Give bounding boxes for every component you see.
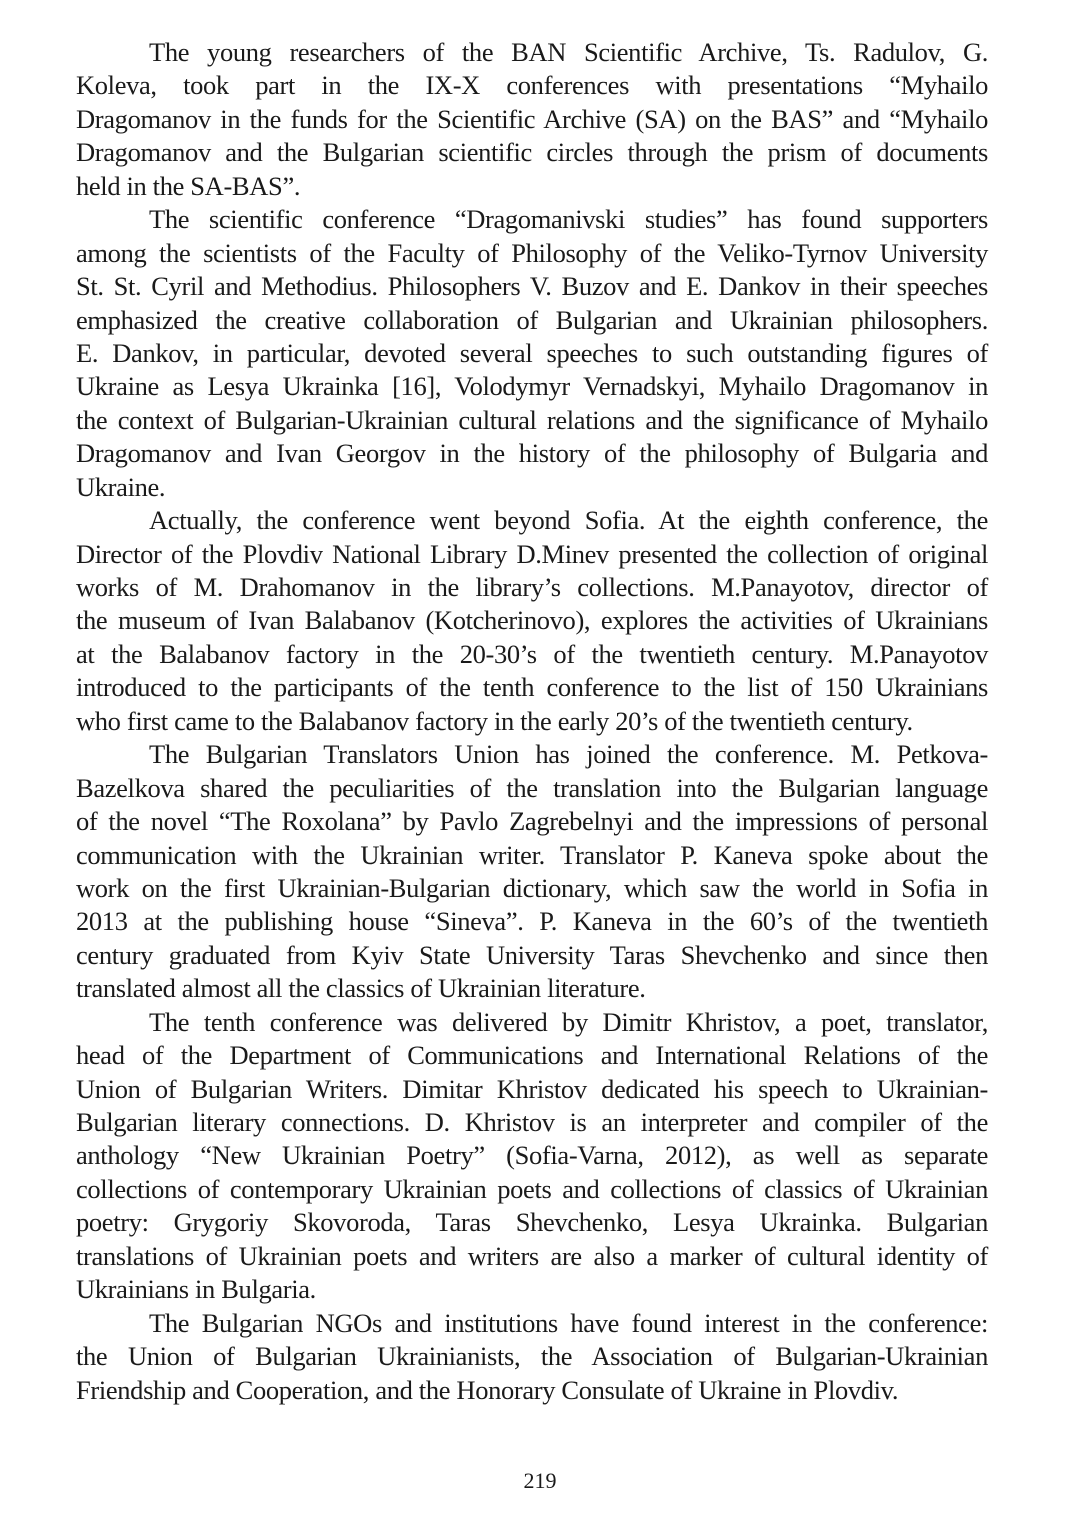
text-line: Ukraine. [76, 471, 166, 502]
paragraph-beyond-sofia [76, 504, 988, 738]
text-line: head of the Department of Communications and International Relations of the [76, 1040, 988, 1071]
text-line: introduced to the participants of the tenth conference to the list of 150 Ukrainians [76, 672, 988, 703]
text-line: Koleva, took part in the IX-X conferences with presentations “Myhailo [76, 70, 988, 101]
text-line: translated almost all the classics of Ukrainian literature. [76, 973, 646, 1004]
text-line: who first came to the Balabanov factory in the early 20’s of the twentieth century. [76, 705, 913, 736]
page-number: 219 [523, 1468, 557, 1493]
text-line: Union of Bulgarian Writers. Dimitar Khristov dedicated his speech to Ukrainian- [76, 1073, 988, 1104]
text-line: St. St. Cyril and Methodius. Philosophers V. Buzov and E. Dankov in their speeches [76, 271, 988, 302]
text-line: collections of contemporary Ukrainian poets and collections of classics of Ukrainian [76, 1173, 988, 1204]
text-line: The tenth conference was delivered by Dimitr Khristov, a poet, translator, [149, 1006, 988, 1037]
paragraph-translators-union [76, 738, 988, 1006]
paragraph-ngos-institutions [76, 1307, 988, 1407]
text-line: Bazelkova shared the peculiarities of the translation into the Bulgarian language [76, 772, 988, 803]
text-line: of the novel “The Roxolana” by Pavlo Zagrebelnyi and the impressions of personal [76, 806, 988, 837]
text-line: the museum of Ivan Balabanov (Kotcherinovo), explores the activities of Ukrainians [76, 605, 988, 636]
text-line: Actually, the conference went beyond Sofia. At the eighth conference, the [149, 505, 988, 536]
text-line: 2013 at the publishing house “Sineva”. P. Kaneva in the 60’s of the twentieth [76, 906, 988, 937]
text-line: Bulgarian literary connections. D. Khristov is an interpreter and compiler of the [76, 1107, 988, 1137]
text-line: Dragomanov in the funds for the Scientific Archive (SA) on the BAS” and “Myhailo [76, 103, 988, 134]
paragraph-tenth-conference [76, 1006, 988, 1307]
text-line: anthology “New Ukrainian Poetry” (Sofia-Varna, 2012), as well as separate [76, 1140, 988, 1171]
text-line: communication with the Ukrainian writer. Translator P. Kaneva spoke about the [76, 839, 988, 870]
text-line: the Union of Bulgarian Ukrainianists, the Association of Bulgarian-Ukrainian [76, 1341, 988, 1372]
text-line: at the Balabanov factory in the 20-30’s of the twentieth century. M.Panayotov [76, 638, 988, 669]
text-line: translations of Ukrainian poets and writers are also a marker of cultural identity of [76, 1240, 988, 1271]
paragraph-ban-archive [76, 36, 988, 203]
text-line: Dragomanov and the Bulgarian scientific circles through the prism of documents [76, 137, 988, 168]
text-line: century graduated from Kyiv State University Taras Shevchenko and since then [76, 939, 988, 970]
text-line: The young researchers of the BAN Scientific Archive, Ts. Radulov, G. [149, 37, 988, 67]
text-line: Director of the Plovdiv National Library D.Minev presented the collection of original [76, 538, 988, 569]
text-line: among the scientists of the Faculty of Philosophy of the Veliko-Tyrnov University [76, 237, 988, 268]
text-line: works of M. Drahomanov in the library’s collections. M.Panayotov, director of [76, 572, 988, 602]
text-line: work on the first Ukrainian-Bulgarian dictionary, which saw the world in Sofia in [76, 872, 988, 903]
document-page [76, 36, 988, 1407]
paragraph-dragomanivski-studies [76, 203, 988, 504]
text-line: Ukraine as Lesya Ukrainka [16], Volodymyr Vernadskyi, Myhailo Dragomanov in [76, 371, 988, 402]
text-line: emphasized the creative collaboration of Bulgarian and Ukrainian philosophers. [76, 304, 988, 335]
text-line: held in the SA-BAS”. [76, 170, 301, 201]
text-line: the context of Bulgarian-Ukrainian cultural relations and the significance of Myhailo [76, 404, 988, 435]
text-line: E. Dankov, in particular, devoted several speeches to such outstanding figures of [76, 337, 988, 368]
text-line: The scientific conference “Dragomanivski studies” has found supporters [149, 204, 988, 235]
text-line: The Bulgarian NGOs and institutions have found interest in the conference: [149, 1307, 988, 1338]
text-line: Dragomanov and Ivan Georgov in the history of the philosophy of Bulgaria and [76, 438, 988, 469]
text-line: Friendship and Cooperation, and the Honorary Consulate of Ukraine in Plovdiv. [76, 1374, 899, 1405]
text-line: The Bulgarian Translators Union has joined the conference. M. Petkova- [149, 739, 988, 770]
text-line: poetry: Grygoriy Skovoroda, Taras Shevchenko, Lesya Ukrainka. Bulgarian [76, 1207, 988, 1238]
text-line: Ukrainians in Bulgaria. [76, 1274, 316, 1305]
